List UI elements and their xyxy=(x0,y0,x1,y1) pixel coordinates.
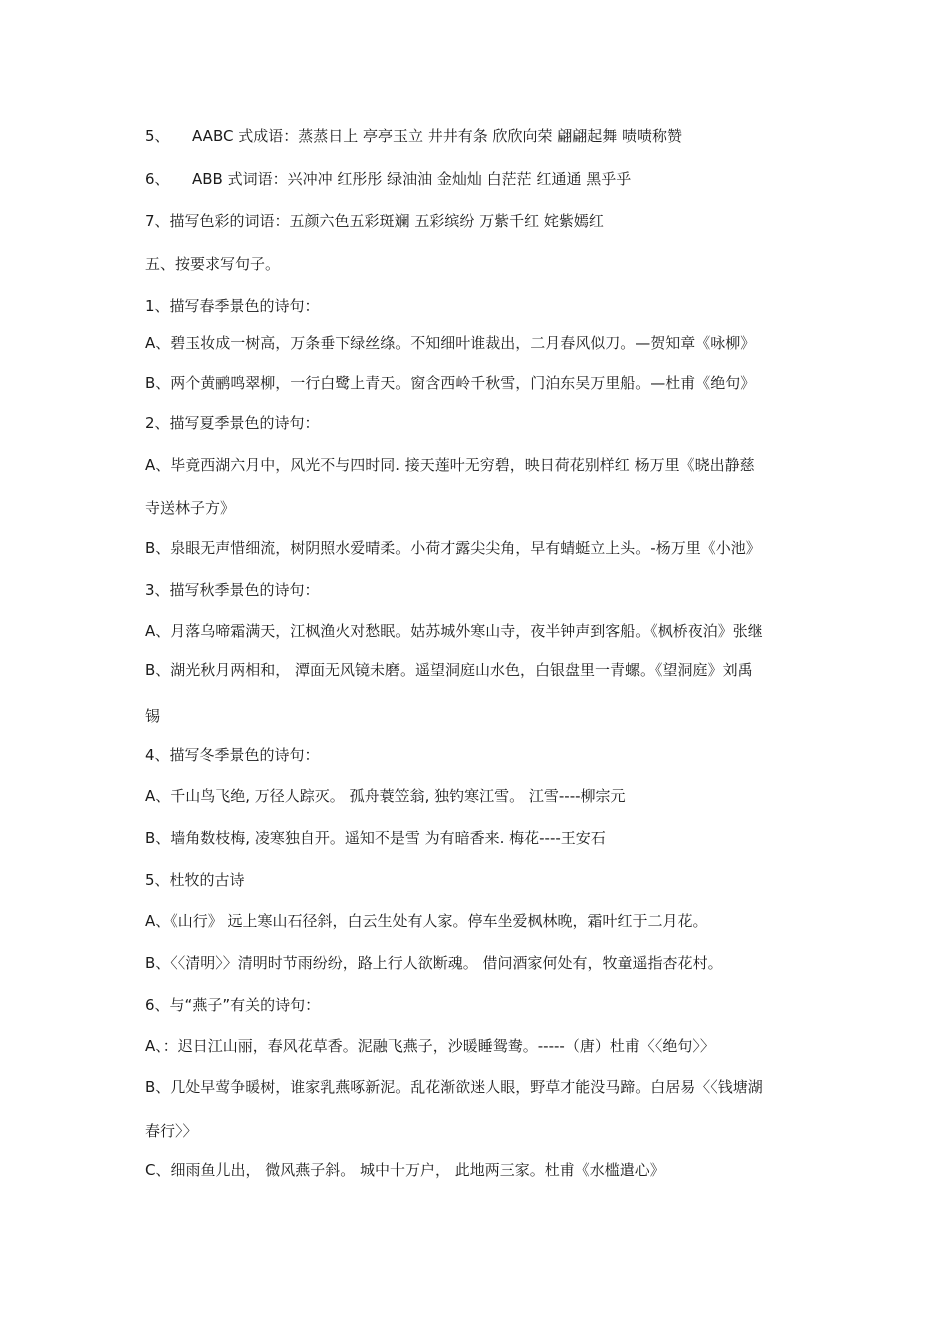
poem-line: B、泉眼无声惜细流，树阴照水爱晴柔。小荷才露尖尖角，早有蜻蜓立上头。-杨万里《小池》 xyxy=(145,539,761,557)
poem-line: B、几处早莺争暖树，谁家乳燕啄新泥。乱花渐欲迷人眼，野草才能没马蹄。白居易〈〈钱塘湖 xyxy=(145,1078,763,1096)
poem-line: 春行〉〉 xyxy=(145,1122,198,1140)
subsection-heading: 5、杜牧的古诗 xyxy=(145,871,245,889)
poem-line: A、碧玉妆成一树高，万条垂下绿丝绦。不知细叶谁裁出，二月春风似刀。—贺知章《咏柳》 xyxy=(145,334,756,352)
poem-line: A、：迟日江山丽，春风花草香。泥融飞燕子，沙暖睡鸳鸯。-----（唐）杜甫〈〈绝句〉〉 xyxy=(145,1037,715,1055)
poem-line: B、〈〈清明〉〉清明时节雨纷纷，路上行人欲断魂。 借问酒家何处有，牧童遥指杏花村。 xyxy=(145,954,723,972)
poem-line: A、毕竟西湖六月中，风光不与四时同. 接天莲叶无穷碧，映日荷花别样红 杨万里《晓出静慈 xyxy=(145,456,755,474)
poem-line: B、墙角数枝梅, 凌寒独自开。遥知不是雪 为有暗香来. 梅花----王安石 xyxy=(145,829,606,847)
item-number: 5、 xyxy=(145,127,170,145)
subsection-heading: 6、与“燕子”有关的诗句： xyxy=(145,996,321,1014)
item-text: ABB 式词语：兴冲冲 红彤彤 绿油油 金灿灿 白茫茫 红通通 黑乎乎 xyxy=(192,170,632,188)
poem-line: B、湖光秋月两相和， 潭面无风镜未磨。遥望洞庭山水色，白银盘里一青螺。《望洞庭》刘禹 xyxy=(145,661,753,679)
poem-line: A、千山鸟飞绝, 万径人踪灭。 孤舟蓑笠翁, 独钓寒江雪。 江雪----柳宗元 xyxy=(145,787,626,805)
poem-line: A、月落乌啼霜满天，江枫渔火对愁眠。姑苏城外寒山寺，夜半钟声到客船。《枫桥夜泊》张继 xyxy=(145,622,763,640)
item-number: 6、 xyxy=(145,170,170,188)
section-heading: 五、按要求写句子。 xyxy=(145,255,281,273)
subsection-heading: 4、描写冬季景色的诗句： xyxy=(145,746,320,764)
poem-line: 锡 xyxy=(145,707,161,725)
subsection-heading: 2、描写夏季景色的诗句： xyxy=(145,414,320,432)
poem-line: B、两个黄鹂鸣翠柳，一行白鹭上青天。窗含西岭千秋雪，门泊东吴万里船。—杜甫《绝句》 xyxy=(145,374,756,392)
poem-line: A、《山行》 远上寒山石径斜，白云生处有人家。停车坐爱枫林晚，霜叶红于二月花。 xyxy=(145,912,708,930)
list-item xyxy=(145,126,682,146)
item-text: AABC 式成语：蒸蒸日上 亭亭玉立 井井有条 欣欣向荣 翩翩起舞 啧啧称赞 xyxy=(192,127,683,145)
poem-line: C、细雨鱼儿出， 微风燕子斜。 城中十万户， 此地两三家。杜甫《水槛遣心》 xyxy=(145,1161,665,1179)
list-item xyxy=(145,169,631,189)
subsection-heading: 1、描写春季景色的诗句： xyxy=(145,297,320,315)
text-line: 7、描写色彩的词语：五颜六色五彩斑斓 五彩缤纷 万紫千红 姹紫嫣红 xyxy=(145,212,604,230)
poem-line: 寺送林子方》 xyxy=(145,499,236,517)
subsection-heading: 3、描写秋季景色的诗句： xyxy=(145,581,320,599)
